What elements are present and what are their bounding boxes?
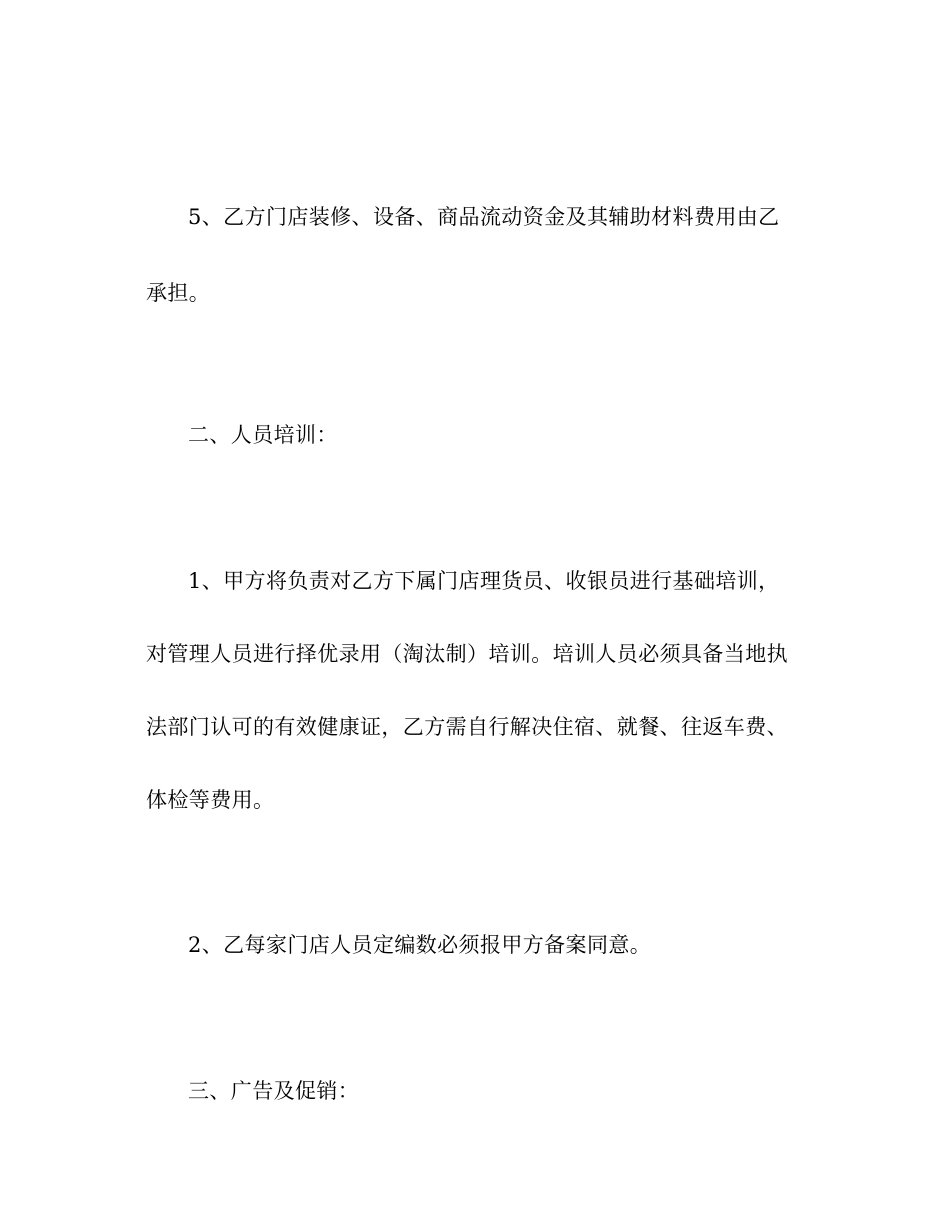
paragraph-training-1-line-2: 对管理人员进行择优录用（淘汰制）培训。培训人员必须具备当地执 [146,642,788,666]
paragraph-training-1-line-4: 体检等费用。 [146,788,275,812]
paragraph-5-line-2: 承担。 [146,281,211,305]
paragraph-training-1-line-3: 法部门认可的有效健康证，乙方需自行解决住宿、就餐、往返车费、 [146,715,788,739]
paragraph-training-1-line-1: 1、甲方将负责对乙方下属门店理货员、收银员进行基础培训， [188,569,780,593]
section-heading-personnel-training: 二、人员培训： [188,423,338,447]
paragraph-5-line-1: 5、乙方门店装修、设备、商品流动资金及其辅助材料费用由乙 [188,205,780,229]
section-heading-advertising-promotion: 三、广告及促销： [188,1079,360,1103]
paragraph-training-2-line-1: 2、乙每家门店人员定编数必须报甲方备案同意。 [188,933,652,957]
